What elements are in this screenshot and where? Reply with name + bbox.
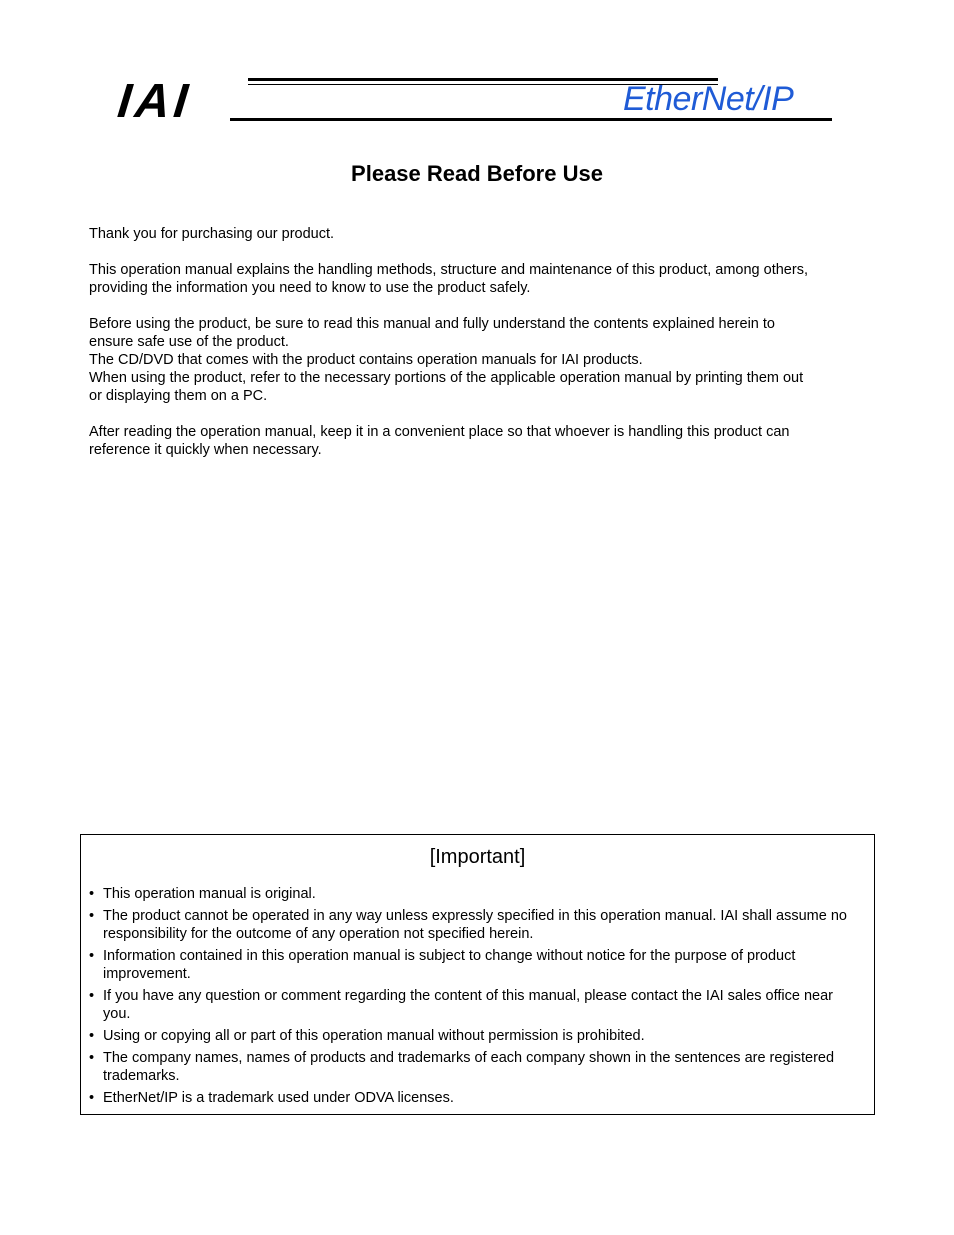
page-title: Please Read Before Use: [351, 161, 603, 186]
intro-line: Before using the product, be sure to read this manual and fully understand the contents explained herein to: [89, 316, 775, 332]
important-item-text: If you have any question or comment regarding the content of this manual, please contact the IAI sales office near you.: [103, 988, 833, 1022]
important-list: [81, 885, 874, 1107]
intro-line: providing the information you need to know to use the product safely.: [89, 280, 531, 296]
intro-paragraph-4: [89, 423, 869, 459]
important-notice-box: [80, 834, 875, 1115]
document-header: [115, 70, 836, 128]
intro-line: ensure safe use of the product.: [89, 334, 289, 350]
intro-paragraph-1: [89, 225, 869, 243]
bullet-icon: •: [89, 908, 95, 924]
important-item-text: The company names, names of products and trademarks of each company shown in the sentences are registered trademarks.: [103, 1050, 835, 1084]
intro-line: This operation manual explains the handling methods, structure and maintenance of this product, among others,: [89, 262, 808, 278]
ethernet-ip-logo: EtherNet/IP: [623, 80, 794, 118]
important-item: [89, 1049, 863, 1085]
intro-line: Thank you for purchasing our product.: [89, 226, 335, 242]
important-item-text: Using or copying all or part of this operation manual without permission is prohibited.: [103, 1028, 645, 1044]
intro-line: reference it quickly when necessary.: [89, 442, 322, 458]
important-item: [89, 987, 863, 1023]
bullet-icon: •: [89, 988, 95, 1004]
header-rule-bottom: [230, 118, 832, 121]
important-item: [89, 907, 863, 943]
important-title: [Important]: [429, 846, 526, 868]
intro-line: After reading the operation manual, keep it in a convenient place so that whoever is handling this product can: [89, 424, 790, 440]
bullet-icon: •: [89, 1050, 95, 1066]
important-item: [89, 1027, 863, 1045]
intro-line: When using the product, refer to the necessary portions of the applicable operation manual by printing them out: [89, 370, 804, 386]
iai-logo: IAI: [115, 75, 195, 128]
important-item: [89, 947, 863, 983]
important-item-text: Information contained in this operation manual is subject to change without notice for the purpose of product improvement.: [103, 948, 796, 982]
important-item-text: This operation manual is original.: [103, 886, 316, 902]
important-item: [89, 885, 863, 903]
bullet-icon: •: [89, 1090, 95, 1106]
intro-line: or displaying them on a PC.: [89, 388, 268, 404]
bullet-icon: •: [89, 886, 95, 902]
intro-text: [89, 225, 869, 477]
intro-paragraph-3: [89, 315, 869, 405]
intro-paragraph-2: [89, 261, 869, 297]
bullet-icon: •: [89, 1028, 95, 1044]
intro-line: The CD/DVD that comes with the product contains operation manuals for IAI products.: [89, 352, 643, 368]
bullet-icon: •: [89, 948, 95, 964]
important-item: [89, 1089, 863, 1107]
important-item-text: EtherNet/IP is a trademark used under ODVA licenses.: [103, 1090, 454, 1106]
important-item-text: The product cannot be operated in any way unless expressly specified in this operation manual. IAI shall assume no responsibility for the outcome of any operation not specified herein.: [103, 908, 847, 942]
